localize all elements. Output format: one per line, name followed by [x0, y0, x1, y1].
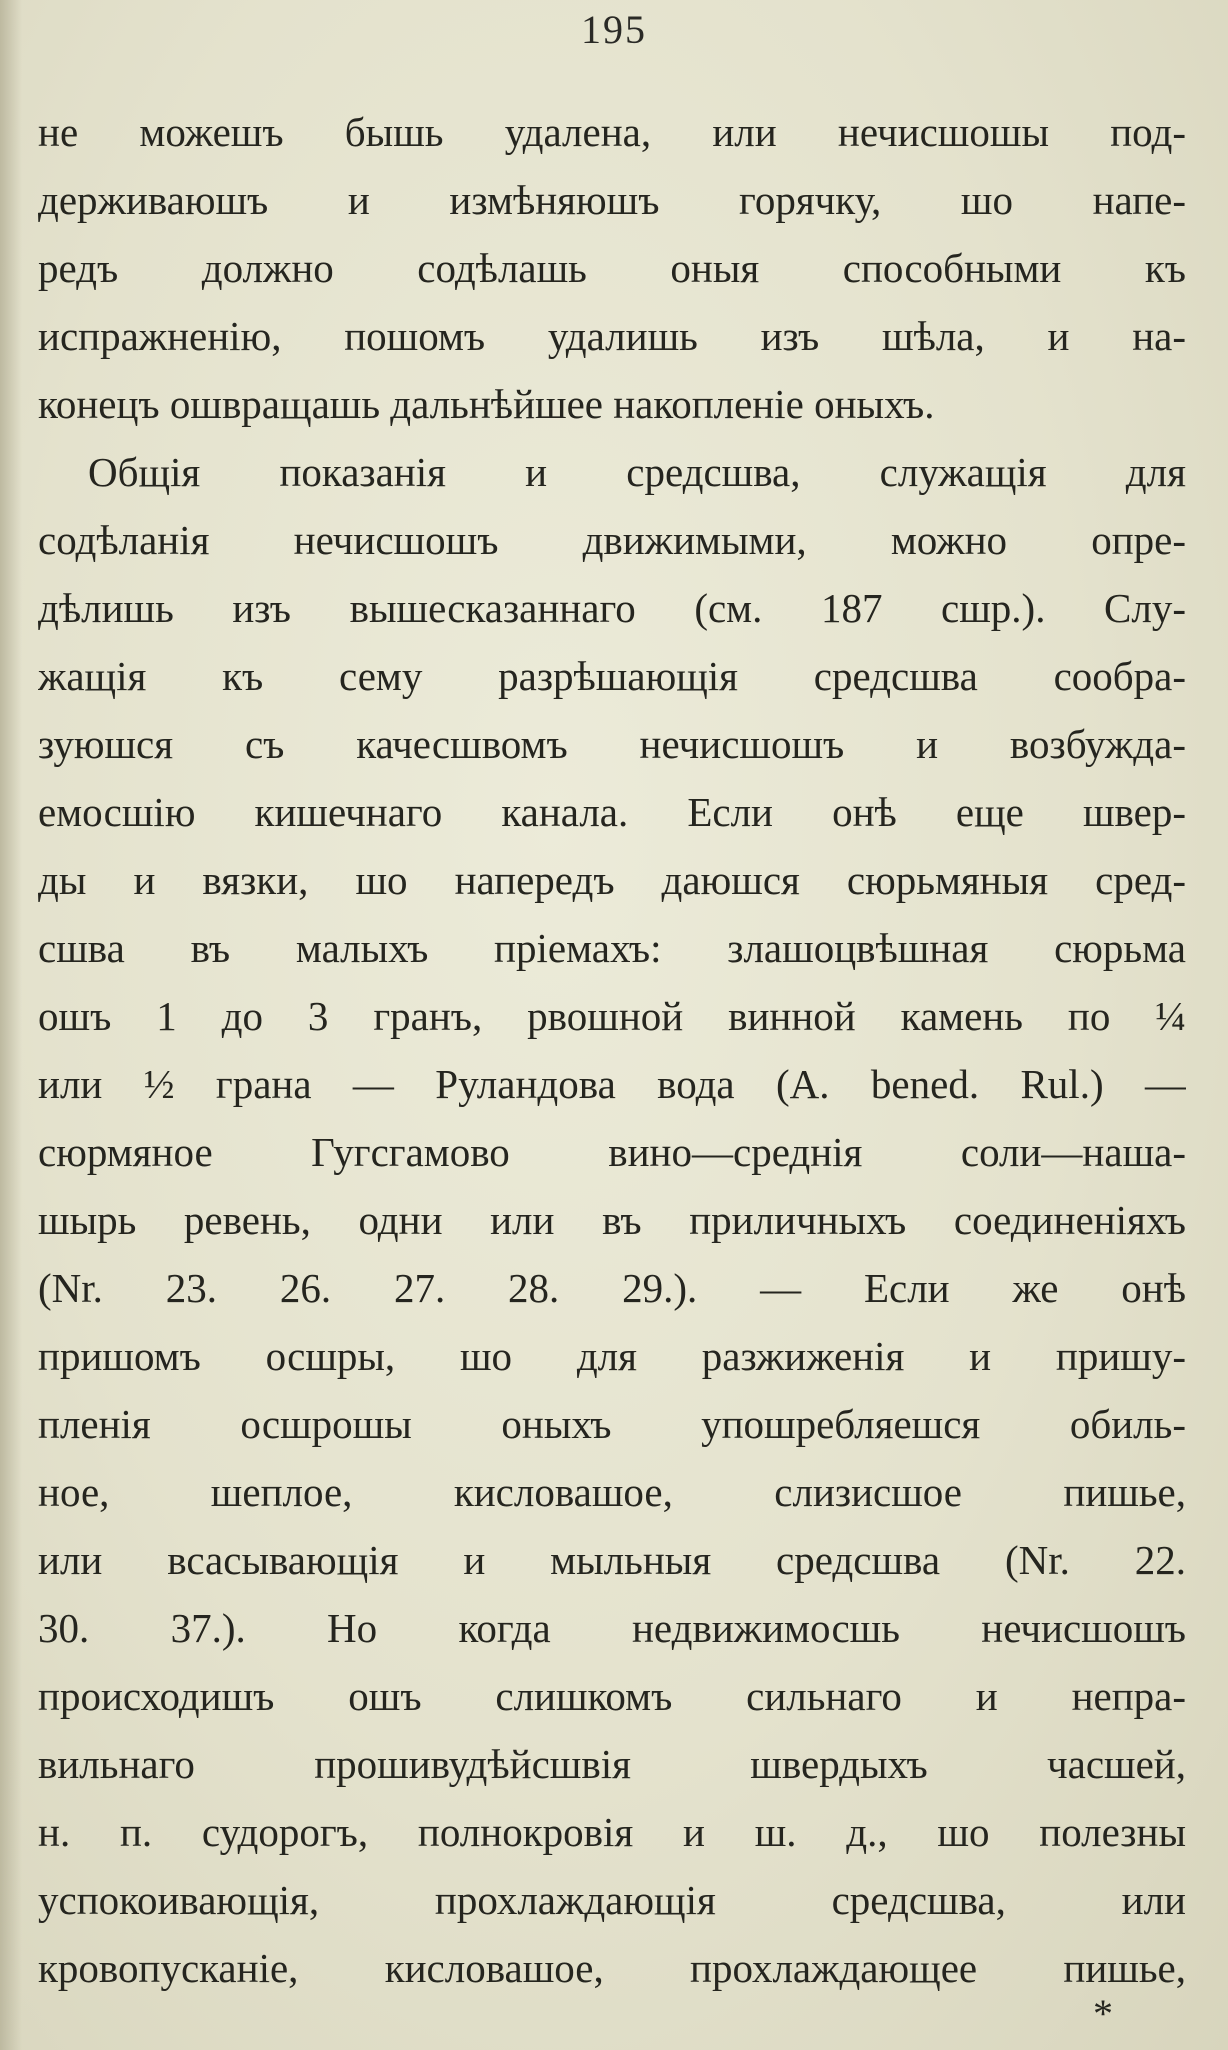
text-line: (Nr. 23. 26. 27. 28. 29.). — Если же онѣ [38, 1265, 1186, 1311]
page-gutter-shadow [0, 0, 22, 2050]
text-line: успокоивающія, прохлаждающія средсшва, или [38, 1877, 1186, 1923]
text-line: шырь ревень, одни или въ приличныхъ соединеніяхъ [38, 1197, 1186, 1243]
text-line: сюрмяное Гугсгамово вино—среднія соли—нашa- [38, 1129, 1186, 1175]
text-line: 30. 37.). Но когда недвижимосшь нечисшошъ [38, 1605, 1186, 1651]
text-line: емосшію кишечнаго канала. Если онѣ еще швер- [38, 789, 1186, 835]
text-line: вильнаго прошивудѣйсшвія швердыхъ часшей, [38, 1741, 1186, 1787]
text-line: зуюшся съ качесшвомъ нечисшошъ и возбужда- [38, 721, 1186, 767]
text-line: происходишъ ошъ слишкомъ сильнаго и непра- [38, 1673, 1186, 1719]
text-line: или всасывающія и мыльныя средсшва (Nr. 22. [38, 1537, 1186, 1583]
text-line: сшва въ малыхъ пріемахъ: злашоцвѣшная сюрьма [38, 925, 1186, 971]
text-line: пленія осшрошы оныхъ упошребляешся обиль- [38, 1401, 1186, 1447]
paragraph-first-line: Общія показанія и средсшва, служащія для [88, 449, 1186, 495]
text-line: пришомъ осшры, шо для разжиженія и пришу- [38, 1333, 1186, 1379]
text-line: конецъ ошвращашь дальнѣйшее накопленіе оныхъ. [38, 381, 935, 427]
text-line: кровопусканіе, кисловашое, прохлаждающее пишье, [38, 1945, 1186, 1991]
text-line: ды и вязки, шо напередъ даюшся сюрьмяныя сред- [38, 857, 1186, 903]
body-text [38, 98, 1186, 2002]
page-number: 195 [581, 7, 647, 52]
text-line: ошъ 1 до 3 гранъ, рвошной винной камень по ¼ [38, 993, 1186, 1039]
text-line: содѣланія нечисшошъ движимыми, можно опре- [38, 517, 1186, 563]
text-line: держиваюшъ и измѣняюшъ горячку, шо напе- [38, 177, 1186, 223]
text-line: ное, шеплое, кисловашое, слизисшое пишье, [38, 1469, 1186, 1515]
text-line: испражненію, пошомъ удалишь изъ шѣла, и на- [38, 313, 1186, 359]
text-line: редъ должно содѣлашь оныя способными къ [38, 245, 1186, 291]
text-line: н. п. судорогъ, полнокровія и ш. д., шо полезны [38, 1809, 1186, 1855]
text-line: жащія къ сему разрѣшающія средсшва сообра- [38, 653, 1186, 699]
text-line: не можешъ бышь удалена, или нечисшошы под- [38, 109, 1186, 155]
signature-mark: * [1093, 1991, 1113, 2036]
text-line: или ½ грана — Руландова вода (A. bened. Rul.) — [38, 1061, 1186, 1107]
text-line: дѣлишь изъ вышесказаннаго (см. 187 сшр.). Слу- [38, 585, 1186, 631]
